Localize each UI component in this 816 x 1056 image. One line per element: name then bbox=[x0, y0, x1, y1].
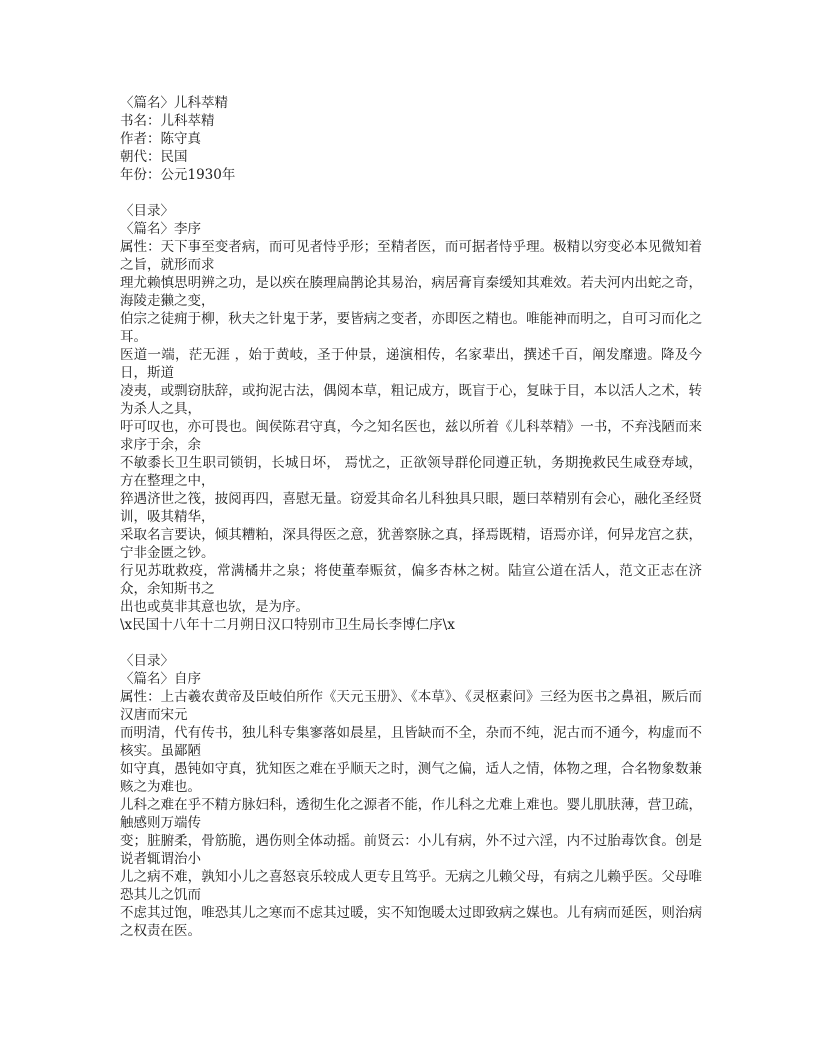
paragraph: 理尤赖慎思明辨之功，是以疾在腠理扁鹊论其易治，病居膏肓秦缓知其难效。若夫河内出蛇之奇，海陵走獭之变， bbox=[120, 275, 702, 309]
preface-li-section bbox=[120, 202, 702, 634]
dynasty: 朝代：民国 bbox=[120, 149, 188, 165]
paragraph: 而明清，代有传书，独儿科专集寥落如晨星，且皆缺而不全，杂而不纯，泥古而不通今，构虚而不核实。虽鄙陋 bbox=[120, 725, 702, 759]
section-title: 〈篇名〉李序 bbox=[120, 221, 201, 237]
author: 作者：陈守真 bbox=[120, 131, 201, 147]
header-block bbox=[120, 94, 702, 184]
paragraph: 变；脏腑柔，骨筋脆，遇伤则全体动摇。前贤云：小儿有病，外不过六淫，内不过胎毒饮食。创是说者辄谓治小 bbox=[120, 833, 702, 867]
paragraph: 医道一端，茫无涯 ，始于黄岐，圣于仲景，递演相传，名家辈出，撰述千百，阐发靡遗。降及今日，斯道 bbox=[120, 347, 702, 381]
paragraph: 采取名言要诀，倾其糟粕，深具得医之意，犹善察脉之真，择焉既精，语焉亦详，何异龙宫之获，宁非金匮之钞。 bbox=[120, 527, 702, 561]
paragraph: 属性：天下事至变者病，而可见者恃乎形；至精者医，而可据者恃乎理。极精以穷变必本见微知着之旨，就形而求 bbox=[120, 239, 702, 273]
spacer bbox=[120, 184, 702, 202]
section-title: 〈篇名〉自序 bbox=[120, 671, 201, 687]
paragraph: 吁可叹也，亦可畏也。闽侯陈君守真，今之知名医也，兹以所着《儿科萃精》一书，不弃浅陋而来求序于余，余 bbox=[120, 419, 702, 453]
year: 年份：公元1930年 bbox=[120, 167, 236, 183]
self-preface-section bbox=[120, 652, 702, 940]
paragraph: 不敏黍长卫生职司锁钥，长城日坏， 焉忧之，正欲领导群伦同遵正轨，务期挽救民生咸登寿域，方在整理之中， bbox=[120, 455, 702, 489]
paragraph: 凌夷，或剽窃肤辞，或拘泥古法，偶阅本草，粗记成方，既盲于心，复昧于目，本以活人之术，转为杀人之具， bbox=[120, 383, 702, 417]
toc-label: 〈目录〉 bbox=[120, 653, 174, 669]
paragraph: 猝遇济世之筏，披阅再四，喜慰无量。窃爱其命名儿科独具只眼，题曰萃精别有会心，融化圣经贤训，吸其精华， bbox=[120, 491, 702, 525]
paragraph: 不虑其过饱，唯恐其儿之寒而不虑其过暖，实不知饱暖太过即致病之媒也。儿有病而延医，则治病之权责在医。 bbox=[120, 905, 702, 939]
paragraph: 属性：上古羲农黄帝及臣岐伯所作《天元玉册》、《本草》、《灵枢素问》三经为医书之鼻祖，厥后而汉唐而宋元 bbox=[120, 689, 702, 723]
signature-line: \x民国十八年十二月朔日汉口特别市卫生局长李博仁序\x bbox=[120, 617, 455, 633]
chapter-title: 〈篇名〉儿科萃精 bbox=[120, 95, 228, 111]
document-page bbox=[120, 94, 702, 940]
toc-label: 〈目录〉 bbox=[120, 203, 174, 219]
spacer bbox=[120, 634, 702, 652]
paragraph: 出也或莫非其意也欤，是为序。 bbox=[120, 599, 309, 615]
paragraph: 如守真，愚钝如守真，犹知医之难在乎顺天之时，测气之偏，适人之情，体物之理，合名物象数兼赅之为难也。 bbox=[120, 761, 702, 795]
paragraph: 伯宗之徒痈于柳，秋夫之针鬼于茅，要皆病之变者，亦即医之精也。唯能神而明之，自可习而化之耳。 bbox=[120, 311, 702, 345]
paragraph: 儿之病不难，孰知小儿之喜怒哀乐较成人更专且笃乎。无病之儿赖父母，有病之儿赖乎医。父母唯恐其儿之饥而 bbox=[120, 869, 702, 903]
book-name: 书名：儿科萃精 bbox=[120, 113, 215, 129]
paragraph: 儿科之难在乎不精方脉妇科，透彻生化之源者不能，作儿科之尤难上难也。婴儿肌肤薄，营卫疏，触感则万端传 bbox=[120, 797, 702, 831]
paragraph: 行见苏耽救疫，常满橘井之泉；将使董奉赈贫，偏多杏林之树。陆宣公道在活人，范文正志在济众，余知斯书之 bbox=[120, 563, 702, 597]
